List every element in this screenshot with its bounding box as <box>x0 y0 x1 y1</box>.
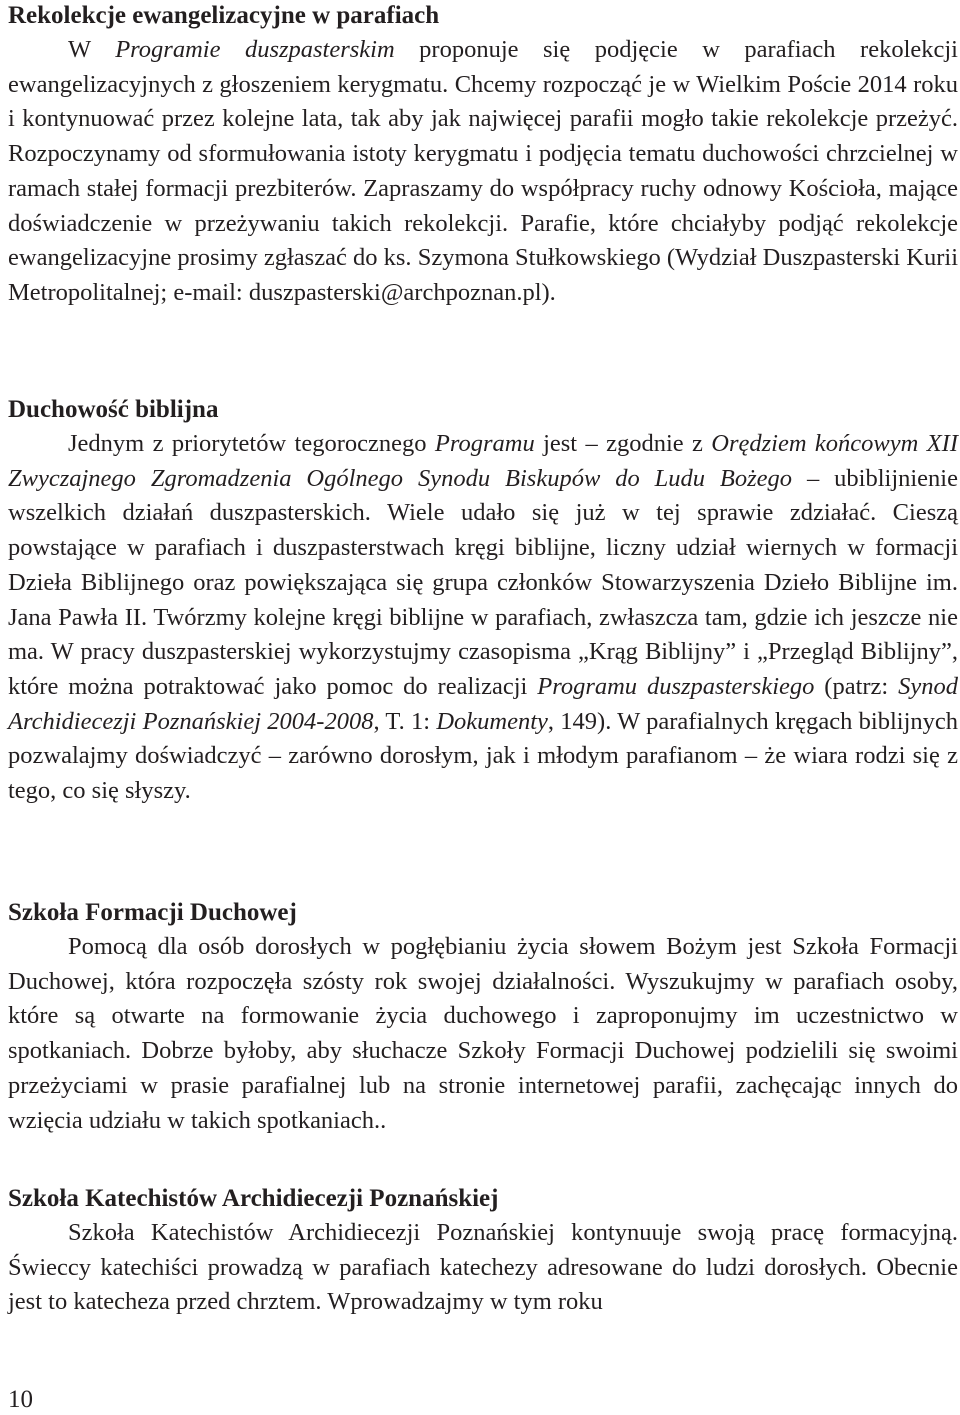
text-run: – ubiblijnienie wszelkich działań duszpasterskich. Wiele udało się już w tej sprawie zdziałać. Cieszą powstające w parafiach i duszpasterstwach kręgi biblijne, liczny udział wiernych w formacji Dzieła Biblijnego oraz powiększająca się grupa członków Stowarzyszenia Dzieło Biblijne im. Jana Pawła II. Twórzmy kolejne kręgi biblijne w parafiach, zwłaszcza tam, gdzie ich jeszcze nie ma. W pracy duszpasterskiej wykorzystujmy czasopisma „Krąg Biblijny” i „Przegląd Biblijny”, które można potraktować jako pomoc do realizacji <box>8 464 958 700</box>
italic-text-run: Programu duszpasterskiego <box>537 672 815 700</box>
text-run: jest – zgodnie z <box>534 430 712 457</box>
italic-text-run: Programie duszpasterskim <box>115 36 395 63</box>
section-paragraph <box>8 930 958 1138</box>
section-szkola-formacji <box>8 896 958 1138</box>
text-run: Jednym z priorytetów tegorocznego <box>68 430 435 457</box>
section-paragraph <box>8 33 958 311</box>
section-heading: Szkoła Formacji Duchowej <box>8 899 297 926</box>
text-run: (patrz: <box>814 672 899 700</box>
italic-text-run: Programu <box>434 430 535 457</box>
section-heading: Duchowość biblijna <box>8 396 219 423</box>
section-heading: Szkoła Katechistów Archidiecezji Poznańskiej <box>8 1185 499 1212</box>
text-run: proponuje się podjęcie w parafiach rekolekcji ewangelizacyjnych z głoszeniem kerygmatu. Chcemy rozpocząć je w Wielkim Poście 2014 roku i kontynuować przez kolejne lata, tak aby jak najwięcej parafii mogło takie rekolekcje przeżyć. Rozpoczynamy od sformułowania istoty kerygmatu i podjęcia tematu duchowości chrzcielnej w ramach stałej formacji prezbiterów. Zapraszamy do współpracy ruchy odnowy Kościoła, mające doświadczenie w przeżywaniu takich rekolekcji. Parafie, które chciałyby podjąć rekolekcje ewangelizacyjne prosimy zgłaszać do ks. Szymona Stułkowskiego (Wydział Duszpasterski Kurii Metropolitalnej; e-mail: duszpasterski@archpoznan.pl). <box>8 36 958 306</box>
section-paragraph <box>8 1216 958 1320</box>
section-rekolekcje <box>8 0 958 311</box>
section-szkola-katechistow <box>8 1182 958 1320</box>
page-number: 10 <box>8 1386 33 1413</box>
text-run: W <box>68 36 116 63</box>
section-paragraph <box>8 427 958 809</box>
italic-text-run: Orędziem końcowym XII Zwyczajnego Zgromadzenia Ogólnego Synodu Biskupów do Ludu Bożego <box>8 430 959 492</box>
text-run: , T. 1: <box>373 707 437 735</box>
section-heading: Rekolekcje ewangelizacyjne w parafiach <box>8 2 440 29</box>
text-run: , 149). W parafialnych kręgach biblijnych pozwalajmy doświadczyć – zarówno dorosłym, jak i młodym parafianom – że wiara rodzi się z tego, co się słyszy. <box>8 707 959 805</box>
text-run: Pomocą dla osób dorosłych w pogłębianiu życia słowem Bożym jest Szkoła Formacji Duchowej, która rozpoczęła szósty rok swojej działalności. Wyszukujmy w parafiach osoby, które są otwarte na formowanie życia duchowego i zaproponujmy im uczestnictwo w spotkaniach. Dobrze byłoby, aby słuchacze Szkoły Formacji Duchowej podzielili się swoimi przeżyciami w prasie parafialnej lub na stronie internetowej parafii, zachęcając innych do wzięcia udziału w takich spotkaniach.. <box>8 933 958 1134</box>
text-run: Szkoła Katechistów Archidiecezji Poznańskiej kontynuuje swoją pracę formacyjną. Świeccy katechiści prowadzą w parafiach katechezy adresowane do ludzi dorosłych. Obecnie jest to katecheza przed chrztem. Wprowadzajmy w tym roku <box>8 1219 958 1316</box>
italic-text-run: Synod Archidiecezji Poznańskiej 2004-2008 <box>8 672 958 735</box>
section-duchowosc-biblijna <box>8 393 958 809</box>
italic-text-run: Dokumenty <box>436 707 548 735</box>
